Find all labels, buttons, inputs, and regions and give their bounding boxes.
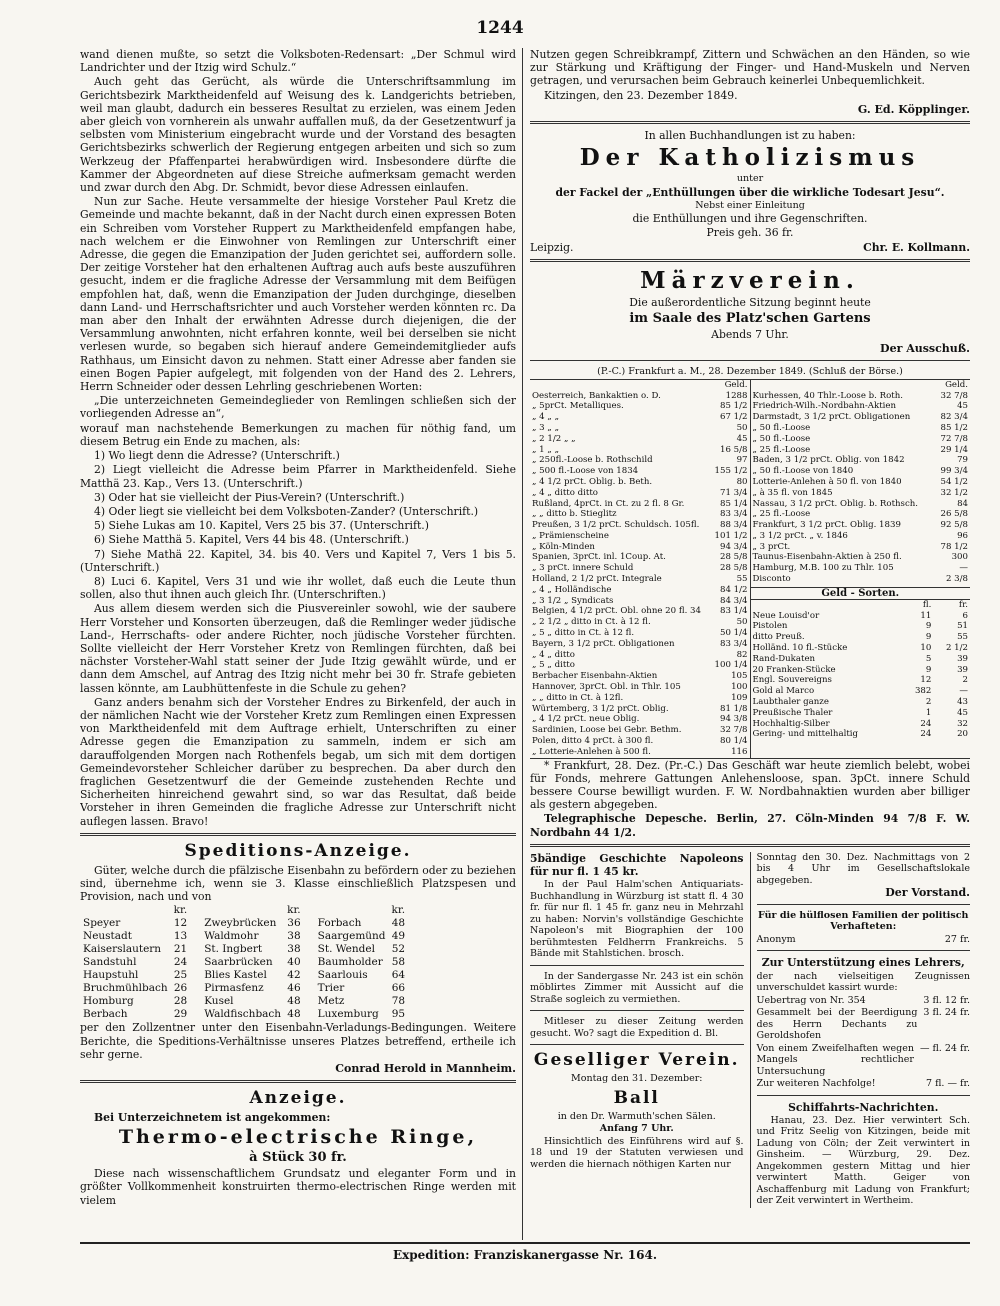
- maerz-line3: Abends 7 Uhr.: [711, 328, 789, 342]
- table-row: Holländ. 10 fl.-Stücke 10 2 1/2: [752, 643, 968, 654]
- rates-right: [751, 380, 971, 758]
- rates-head: Geld.: [724, 379, 748, 390]
- kath-subtitle: der Fackel der „Enthüllungen über die wirkliche Todesart Jesu“.: [555, 185, 945, 199]
- schiff-title: Schiffahrts-Nachrichten.: [788, 1100, 939, 1114]
- verein-time: Anfang 7 Uhr.: [599, 1123, 674, 1135]
- remark-4: 4) Oder liegt sie vielleicht bei dem Volksboten-Zander? (Unterschrift.): [94, 504, 479, 518]
- table-row: Kaiserslautern 21 St. Ingbert 38 St. Wendel 52: [83, 943, 406, 956]
- table-row: Gold al Marco 382 —: [752, 686, 968, 697]
- table-row: Neustadt 13 Waldmohr 38 Saargemünd 49: [83, 930, 406, 943]
- table-row: Hochhaltig-Silber 24 32: [752, 718, 968, 729]
- remark-7: 7) Siehe Mathä 22. Kapitel, 34. bis 40. Vers und Kapitel 7, Vers 1 bis 5. (Unterschrift.): [80, 547, 516, 574]
- zimmer-ad: In der Sandergasse Nr. 243 ist ein schön möblirtes Zimmer mit Aussicht auf die Straße sogleich zu vermiethen.: [530, 970, 744, 1005]
- geld-head-fl: fl.: [922, 599, 932, 610]
- article-quote: „Die unterzeichneten Gemeindeglieder von Remlingen schließen sich der vorliegenden Adresse an“,: [80, 394, 516, 421]
- table-row: Pistolen 9 51: [752, 621, 968, 632]
- spedition-text: Güter, welche durch die pfälzische Eisenbahn zu befördern oder zu beziehen sind, übernehme ich, wenn sie 3. Klasse einschließlich Platzspesen und Provision, nach und von: [80, 863, 516, 904]
- remark-3: 3) Oder hat sie vielleicht der Pius-Verein? (Unterschrift.): [94, 490, 405, 504]
- rates-left-table: [530, 380, 750, 758]
- table-row: Kurhessen, 40 Thlr.-Loose b. Roth. 32 7/8: [752, 390, 968, 401]
- divider: [530, 1044, 744, 1045]
- table-row: „ 4 1/2 prCt. Oblig. b. Beth. 80: [532, 476, 748, 487]
- table-row: „ 1 „ „ 16 5/8: [532, 444, 748, 455]
- ring-text: Nutzen gegen Schreibkrampf, Zittern und Schwächen an den Händen, so wie zur Stärkung und Kräftigung der Finger- und Hand-Muskeln und Nerven getragen, und verursachen beim Gebrauch keinerlei Unbequemlichkeit.: [530, 48, 970, 88]
- rates-head: Geld.: [945, 379, 968, 390]
- table-row: „ 4 „ ditto ditto 71 3/4: [532, 487, 748, 498]
- table-row: Polen, ditto 4 prCt. à 300 fl. 80 1/4: [532, 736, 748, 747]
- divider: [530, 965, 744, 966]
- kath-title: Der Katholizismus: [579, 144, 921, 172]
- napoleon-text: In der Paul Halm'schen Antiquariats-Buchhandlung in Würzburg ist statt fl. 4 30 fr. für nur fl. 1 45 fr. ganz neu in Mehrzahl zu haben: Norvin's vollständige Geschichte Napoleon's mit Biographien der 100 berühmtesten Feldherrn Frankreichs. 5 Bände mit Stahlstichen. brosch.: [530, 879, 744, 960]
- lehrer-rows: [757, 995, 971, 1090]
- verein-text: Hinsichtlich des Einführens wird auf §. 18 und 19 der Statuten verwiesen und werden die hiernach nöthigen Karten nur: [530, 1135, 744, 1170]
- table-row: Laubthaler ganze 2 43: [752, 697, 968, 708]
- maerz-signature: Der Ausschuß.: [880, 342, 970, 356]
- rates-left: [530, 380, 751, 758]
- remark-2: 2) Liegt vielleicht die Adresse beim Pfarrer in Marktheidenfeld. Siehe Matthä 23. Kap., Vers 13. (Unterschrift.): [80, 463, 516, 490]
- kath-einleitung: Nebst einer Einleitung: [695, 199, 805, 211]
- col-head: kr.: [391, 904, 406, 917]
- kath-price: Preis geh. 36 fr.: [706, 226, 794, 240]
- table-row: „ 3 prCt. 78 1/2: [752, 541, 968, 552]
- maerz-line1: Die außerordentliche Sitzung beginnt heute: [629, 295, 871, 309]
- kath-unter: unter: [736, 173, 764, 185]
- geld-table: [751, 600, 971, 740]
- table-row: „ Lotterie-Anlehen à 500 fl. 116: [532, 746, 748, 757]
- maerz-title: Märzverein.: [640, 266, 860, 294]
- table-row: „ 5prCt. Metalliques. 85 1/2: [532, 401, 748, 412]
- table-row: „ Prämienscheine 101 1/2: [532, 530, 748, 541]
- left-column: [80, 48, 516, 1238]
- table-row: Lotterie-Anlehen à 50 fl. von 1840 54 1/2: [752, 476, 968, 487]
- anzeige-line: Bei Unterzeichnetem ist angekommen:: [94, 1111, 331, 1124]
- article-para-3: Nun zur Sache. Heute versammelte der hiesige Vorsteher Paul Kretz die Gemeinde und machte bekannt, daß in der Nacht durch einen expressen Boten ein Schreiben vom Vorsteher Ruppert zu Marktheidenfeld empfangen habe, nach welchem er die Einwohner von Remlingen zur Unterschrift einer Adresse, die gegen die Emanzipation der Juden gerichtet sei, auffordern solle. Der zeitige Vorsteher hat den erhaltenen Auftrag auch aufs beste auszuführen gesucht, indem er die fragliche Adresse der Versammlung mit dem Beifügen empfohlen hat, daß, wenn die Emanzipation der Juden durchginge, dieselben dann Land- und Herrschaftsrichter und auch Vorsteher werden könnten rc. Da man aber den Inhalt der erwähnten Adresse durch diejenigen, die der Versammlung anwohnten, nicht erfahren konnte, weil bei derselben sie nicht verlesen wurde, so begaben sich hierauf andere Gemeindemitglieder aufs Rathhaus, um Einsicht davon zu nehmen. Statt einer Adresse aber fanden sie einen Bogen Papier aufgelegt, mit folgenden von der Hand des 2. Lehrers, Herrn Schneider oder dessen Lehrling geschriebenen Worten:: [80, 195, 516, 394]
- ads-left: [530, 852, 751, 1208]
- table-row: ditto Preuß. 9 55: [752, 632, 968, 643]
- table-row: „ 3 „ „ 50: [532, 422, 748, 433]
- col-head: kr.: [173, 904, 188, 917]
- table-row: Sardinien, Loose bei Gebr. Bethm. 32 7/8: [532, 725, 748, 736]
- table-row: „ 3 prCt. innere Schuld 28 5/8: [532, 563, 748, 574]
- table-row: „ 50 fl.-Loose von 1840 99 3/4: [752, 466, 968, 477]
- divider: [530, 259, 970, 262]
- article-para-4: worauf man nachstehende Bemerkungen zu machen für nöthig fand, um diesem Betrug ein Ende zu machen, als:: [80, 421, 516, 448]
- telegraph: Telegraphische Depesche. Berlin, 27. Cöln-Minden 94 7/8 F. W. Nordbahn 44 1/2.: [530, 812, 970, 839]
- verein-ball: Ball: [613, 1087, 660, 1108]
- ads-two-column: [530, 852, 970, 1208]
- divider: [530, 1010, 744, 1011]
- anzeige-title: Anzeige.: [249, 1088, 347, 1108]
- anzeige-price: à Stück 30 fr.: [249, 1150, 347, 1166]
- table-row: Sandstuhl 24 Saarbrücken 40 Baumholder 58: [83, 956, 406, 969]
- ring-signature: G. Ed. Köpplinger.: [857, 102, 970, 116]
- table-row: Darmstadt, 3 1/2 prCt. Obligationen 82 3/4: [752, 412, 968, 423]
- table-row: „ 5 „ ditto 100 1/4: [532, 660, 748, 671]
- sonntag-text: Sonntag den 30. Dez. Nachmittags von 2 bis 4 Uhr im Gesellschaftslokale abgegeben.: [756, 851, 970, 886]
- remark-5: 5) Siehe Lukas am 10. Kapitel, Vers 25 bis 37. (Unterschrift.): [94, 519, 429, 533]
- verein-date: Montag den 31. Dezember:: [571, 1073, 703, 1085]
- verein-location: in den Dr. Warmuth'schen Sälen.: [557, 1110, 716, 1122]
- table-row: Berbacher Eisenbahn-Aktien 105: [532, 671, 748, 682]
- kath-footer: [530, 241, 970, 254]
- divider: [757, 904, 971, 905]
- table-row: „ 25 fl.-Loose 29 1/4: [752, 444, 968, 455]
- col-head: kr.: [287, 904, 301, 917]
- exchange-rates: [530, 379, 970, 759]
- table-row: Taunus-Eisenbahn-Aktien à 250 fl. 300: [752, 552, 968, 563]
- distance-table: [80, 904, 419, 1021]
- table-row: Preußen, 3 1/2 prCt. Schuldsch. 105fl. 88 3/4: [532, 520, 748, 531]
- table-row: „ 4 „ Holländische 84 1/2: [532, 584, 748, 595]
- divider: [530, 360, 970, 361]
- vorstand-sig: Der Vorstand.: [885, 886, 970, 900]
- table-row: „ „ ditto in Ct. à 12fl. 109: [532, 692, 748, 703]
- remark-8: 8) Luci 6. Kapitel, Vers 31 und wie ihr wollet, daß euch die Leute thun sollen, also thut ihnen auch gleich Ihr. (Unterschriften.): [80, 574, 516, 602]
- article-para-5: Aus allem diesem werden sich die Piusvereinler sowohl, wie der saubere Herr Vorsteher und Konsorten überzeugen, daß die Remlinger weder jüdische Land-, Herrschafts- oder andere Richter, noch jüdische Vorsteher fürchten. Sollte vielleicht der Herr Vorsteher Kretz von Remlingen fürchten, daß bei nächster Vorsteher-Wahl statt seiner der Jude Itzig gewählt würde, und er dann dem Amschel, auf Antrag des Itzig nicht mehr bei 30 fr. Strafe gebieten lassen könnte, am Laubhüttenfeste in die Schule zu gehen?: [80, 602, 516, 695]
- table-row: 20 Franken-Stücke 9 39: [752, 664, 968, 675]
- table-row: Würtemberg, 3 1/2 prCt. Oblig. 81 1/8: [532, 703, 748, 714]
- divider: [530, 844, 970, 847]
- table-row: „ 5 „ ditto in Ct. à 12 fl. 50 1/4: [532, 628, 748, 639]
- table-row: „ 4 „ „ 67 1/2: [532, 412, 748, 423]
- napoleon-title: 5bändige Geschichte Napoleons für nur fl. 1 45 kr.: [530, 851, 744, 879]
- table-row: „ 50 fl.-Loose 72 7/8: [752, 433, 968, 444]
- remark-6: 6) Siehe Matthä 5. Kapitel, Vers 44 bis 48. (Unterschrift.): [94, 533, 409, 547]
- right-column: [530, 48, 970, 1238]
- ads-right: [751, 852, 971, 1208]
- table-row: Holland, 2 1/2 prCt. Integrale 55: [532, 574, 748, 585]
- table-row: Homburg 28 Kusel 48 Metz 78: [83, 995, 406, 1008]
- anzeige-product: Thermo-electrische Ringe,: [118, 1126, 478, 1149]
- table-row: Baden, 3 1/2 prCt. Oblig. von 1842 79: [752, 455, 968, 466]
- ring-place: Kitzingen, den 23. Dezember 1849.: [544, 88, 738, 102]
- table-row: Frankfurt, 3 1/2 prCt. Oblig. 1839 92 5/8: [752, 520, 968, 531]
- table-row: „ 4 1/2 prCt. neue Oblig. 94 3/8: [532, 714, 748, 725]
- table-row: Rand-Dukaten 5 39: [752, 653, 968, 664]
- table-row: Preußische Thaler 1 45: [752, 707, 968, 718]
- table-row: Disconto 2 3/8: [752, 574, 968, 585]
- divider: [530, 121, 970, 124]
- lehrer-text: der nach vielseitigen Zeugnissen unverschuldet kassirt wurde:: [756, 970, 970, 994]
- kath-place: Leipzig.: [530, 240, 574, 254]
- divider: [80, 1080, 516, 1083]
- mitleser-ad: Mitleser zu dieser Zeitung werden gesucht. Wo? sagt die Expedition d. Bl.: [530, 1016, 744, 1039]
- huelflos-row: Anonym 27 fr.: [756, 933, 970, 945]
- huelflos-title: Für die hülflosen Familien der politisch Verhafteten:: [758, 909, 969, 933]
- spedition-after: per den Zollzentner unter den Eisenbahn-Verladungs-Bedingungen. Weitere Berichte, die Speditions-Verhältnisse unseres Platzes betreffend, ertheile ich sehr gerne.: [80, 1021, 516, 1061]
- table-row: „ 3 1/2 „ Syndicats 84 3/4: [532, 595, 748, 606]
- table-row: „ Köln-Minden 94 3/4: [532, 541, 748, 552]
- table-row: „ 2 1/2 „ „ 45: [532, 433, 748, 444]
- table-row: Engl. Souvereigns 12 2: [752, 675, 968, 686]
- lehrer-title: Zur Unterstützung eines Lehrers,: [761, 956, 965, 970]
- table-row: „ 250fl.-Loose b. Rothschild 97: [532, 455, 748, 466]
- page-number: 1244: [476, 18, 524, 38]
- verein-title: Geselliger Verein.: [533, 1050, 740, 1071]
- remark-1: 1) Wo liegt denn die Adresse? (Unterschrift.): [94, 449, 340, 463]
- table-row: Gering- und mittelhaltig 24 20: [752, 729, 968, 740]
- table-row: „ 500 fl.-Loose von 1834 155 1/2: [532, 466, 748, 477]
- schiff-text: Hanau, 23. Dez. Hier verwintert Sch. und Fritz Seelig von Kitzingen, beide mit Ladung von Cöln; der Zeit verwintert in Ginsheim. — Würzburg, 29. Dez. Angekommen gestern Mittag und hier verwintert Matth. Geiger von Aschaffenburg mit Ladung von Frankfurt; der Zeit verwintert in Wertheim.: [756, 1114, 970, 1207]
- kath-gegenschriften: die Enthüllungen und ihre Gegenschriften.: [632, 212, 868, 226]
- rates-title: (P.-C.) Frankfurt a. M., 28. Dezember 1849. (Schluß der Börse.): [597, 366, 903, 378]
- list-item: Uebertrag von Nr. 354 3 fl. 12 fr.: [756, 994, 970, 1006]
- table-row: „ 25 fl.-Loose 26 5/8: [752, 509, 968, 520]
- table-row: Neue Louisd'or 11 6: [752, 610, 968, 621]
- table-row: Belgien, 4 1/2 prCt. Obl. ohne 20 fl. 34 83 1/4: [532, 606, 748, 617]
- table-row: Haupstuhl 25 Blies Kastel 42 Saarlouis 64: [83, 969, 406, 982]
- table-row: Spanien, 3prCt. inl. 1Coup. At. 28 5/8: [532, 552, 748, 563]
- spedition-title: Speditions-Anzeige.: [184, 840, 412, 861]
- anzeige-text: Diese nach wissenschaftlichem Grundsatz und eleganter Form und in größter Vollkommenheit konstruirten thermo-electrischen Ringe werden mit vielem: [80, 1167, 516, 1207]
- market-report: * Frankfurt, 28. Dez. (Pr.-C.) Das Geschäft war heute ziemlich belebt, wobei für Fonds, mehrere Gattungen Anlehensloose, span. 3pCt. innere Schuld bessere Course bewilligt wurden. F. W. Nordbahnaktien wurden aber billiger als gestern abgegeben.: [530, 758, 970, 812]
- table-row: Hannover, 3prCt. Obl. in Thlr. 105 100: [532, 682, 748, 693]
- table-row: „ 2 1/2 „ ditto in Ct. à 12 fl. 50: [532, 617, 748, 628]
- maerz-line2: im Saale des Platz'schen Gartens: [629, 311, 871, 327]
- rates-right-table: [751, 380, 971, 585]
- table-row: Berbach 29 Waldfischbach 48 Luxemburg 95: [83, 1008, 406, 1021]
- table-row: „ à 35 fl. von 1845 32 1/2: [752, 487, 968, 498]
- kath-intro: In allen Buchhandlungen ist zu haben:: [644, 128, 856, 142]
- table-row: Oesterreich, Bankaktien o. D. 1288: [532, 390, 748, 401]
- article-para-6: Ganz anders benahm sich der Vorsteher Endres zu Birkenfeld, der auch in der nämlichen Nacht wie der Vorsteher Kretz zum Remlingen einen Expressen von Marktheidenfeld mit dem Auftrage erhielt, Unterschriften zu einer Adresse gegen die Emanzipation zu sammeln, indem er sich am darauffolgenden Morgen nach Rothenfels begab, um sich mit dem dortigen Gemeindevorsteher Schleicher darüber zu besprechen. Da aber durch den fraglichen Gesetzentwurf die der Gemeinde zustehenden Rechte und Sicherheiten hinreichend gewahrt sind, so war das Resultat, daß beide Vorsteher in ihren Gemeinden die fragliche Adresse zur Unterschrift nicht auflegen lassen. Bravo!: [80, 695, 516, 828]
- divider: [757, 950, 971, 951]
- spedition-signature: Conrad Herold in Mannheim.: [335, 1062, 516, 1075]
- table-row: „ „ ditto b. Stieglitz 83 3/4: [532, 509, 748, 520]
- table-row: Friedrich-Wilh.-Nordbahn-Aktien 45: [752, 401, 968, 412]
- geld-head-fr: fr.: [958, 599, 968, 610]
- table-row: „ 4 „ ditto 82: [532, 649, 748, 660]
- table-row: „ 50 fl.-Loose 85 1/2: [752, 422, 968, 433]
- table-row: „ 3 1/2 prCt. „ v. 1846 96: [752, 530, 968, 541]
- article-para-2: Auch geht das Gerücht, als würde die Unterschriftsammlung im Gerichtsbezirk Marktheidenfeld auf Weisung des k. Landgerichts betrieben, weil man glaubt, dadurch ein besseres Resultat zu erzielen, was einem Jeden aber gleich von vornherein als unwahr auffallen muß, da der Gesetzentwurf ja selbsten vom Ministerium eingebracht wurde und der Vorstand des besagten Gerichtsbezirks schwerlich der Regierung entgegen arbeiten und sich so zum Werkzeug der Pfaffenpartei herabwürdigen wird. Insbesondere dürfte die Kammer der Abgeordneten auf diese Streiche aufmerksam gemacht werden und zwar durch den Abg. Dr. Schmidt, bevor diese Adressen einlaufen.: [80, 75, 516, 195]
- kath-publisher: Chr. E. Kollmann.: [863, 240, 970, 254]
- table-row: Speyer 12 Zweybrücken 36 Forbach 48: [83, 917, 406, 930]
- table-row: Hamburg, M.B. 100 zu Thlr. 105 —: [752, 563, 968, 574]
- geld-title: Geld - Sorten.: [751, 587, 971, 600]
- list-item: Zur weiteren Nachfolge! 7 fl. — fr.: [756, 1078, 970, 1090]
- list-item: Gesammelt bei der Beerdigung des Herrn Dechants zu Geroldshofen 3 fl. 24 fr.: [756, 1007, 970, 1042]
- divider: [80, 833, 516, 836]
- table-row: Rußland, 4prCt. in Ct. zu 2 fl. 8 Gr. 85 1/4: [532, 498, 748, 509]
- column-divider: [522, 48, 523, 1240]
- list-item: Von einem Zweifelhaften wegen Mangels rechtlicher Untersuchung — fl. 24 fr.: [756, 1042, 970, 1077]
- table-row: Bayern, 3 1/2 prCt. Obligationen 83 3/4: [532, 638, 748, 649]
- divider: [757, 1095, 971, 1096]
- expedition-footer: Expedition: Franziskanergasse Nr. 164.: [80, 1242, 970, 1262]
- table-row: Bruchmühlbach 26 Pirmasfenz 46 Trier 66: [83, 982, 406, 995]
- table-row: Nassau, 3 1/2 prCt. Oblig. b. Rothsch. 84: [752, 498, 968, 509]
- article-para-1: wand dienen mußte, so setzt die Volksboten-Redensart: „Der Schmul wird Landrichter und der Itzig wird Schulz.“: [80, 48, 516, 75]
